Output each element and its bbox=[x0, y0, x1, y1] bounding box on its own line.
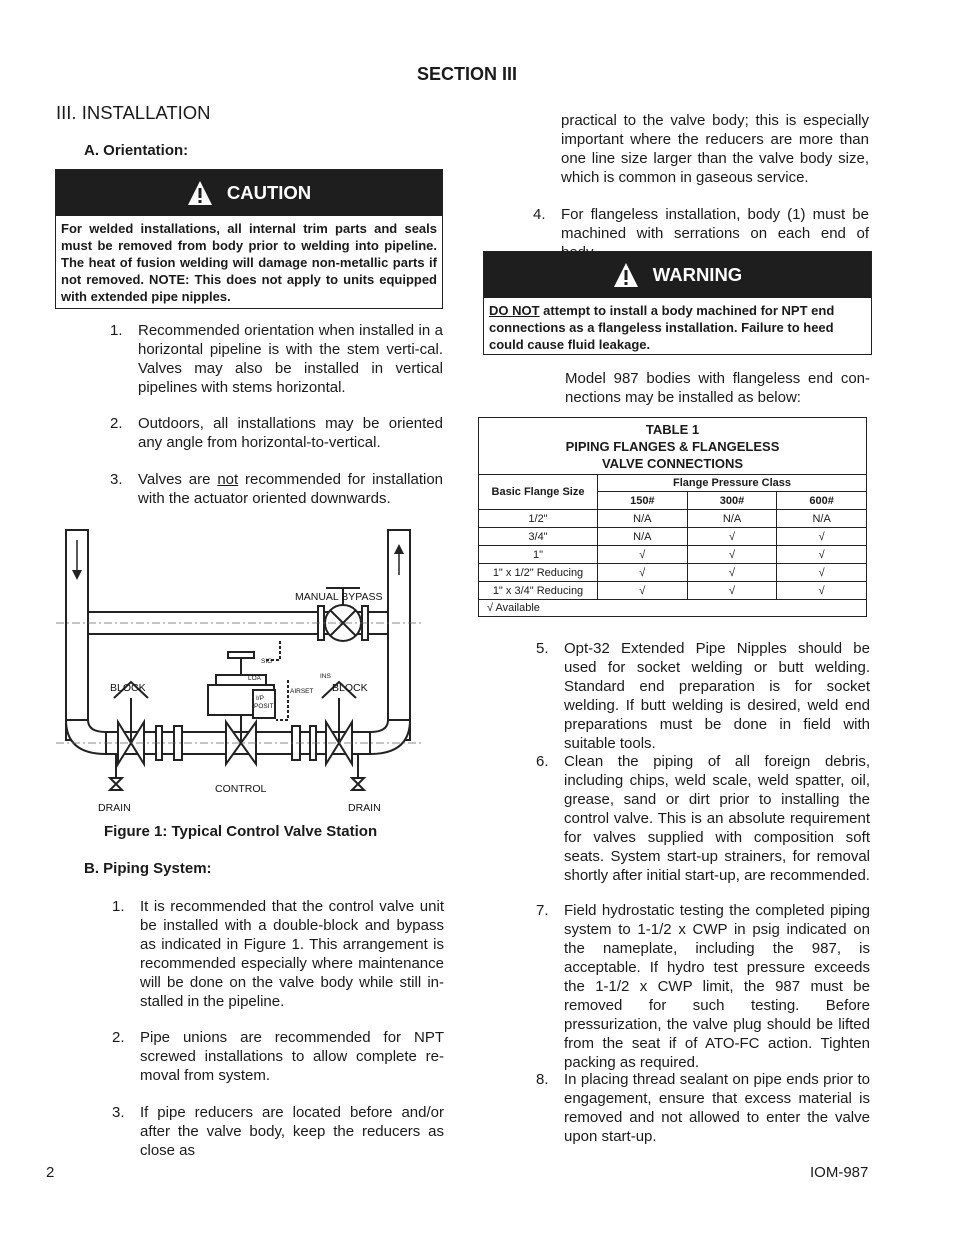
table-group-head: Flange Pressure Class bbox=[598, 475, 867, 492]
list-item: 2. Outdoors, all installations may be oriented any angle from horizontal-to-vertical. bbox=[110, 415, 443, 451]
list-item: 3. Valves are not recommended for installation with the actuator oriented downwards. bbox=[110, 471, 443, 507]
label-loa: LOA bbox=[248, 675, 262, 682]
continued-text: practical to the valve body; this is especially important where the reducers are more than one line size larger than the valve body size, which is common in gaseous service. bbox=[561, 112, 869, 186]
warning-triangle-icon bbox=[613, 262, 639, 288]
list-item: 1. It is recommended that the control valve unit be installed with a double-block and bypass as indicated in Figure 1. This arrangement is recommended especially where maintenance will be done on the valve body while still in-stalled in the pipeline. bbox=[112, 898, 444, 1010]
control-valve-station-figure bbox=[56, 520, 426, 816]
table-row: 1" x 1/2" Reducing √ √ √ bbox=[479, 564, 867, 582]
label-drain-left: DRAIN bbox=[98, 802, 131, 814]
warning-triangle-icon bbox=[187, 180, 213, 206]
label-airset: AIRSET bbox=[290, 688, 314, 695]
list-item: 4. For flangeless installation, body (1) must be machined with serrations on each end of bbox=[533, 206, 869, 242]
table-title-2: PIPING FLANGES & FLANGELESS bbox=[565, 438, 780, 454]
table-col-head: Basic Flange Size bbox=[479, 475, 598, 510]
model-text: Model 987 bodies with flangeless end con-nections may be installed as below: bbox=[565, 370, 870, 406]
caution-text: For welded installations, all internal trim parts and seals must be removed from body prior to welding into pipeline. The heat of fusion welding will damage non-metallic parts if not removed. NOTE: This does not apply to units equipped with extended pipe nipples. bbox=[61, 221, 437, 304]
warning-box bbox=[483, 251, 872, 355]
table-row: 1" x 3/4" Reducing √ √ √ bbox=[479, 582, 867, 600]
subheading-piping-system: B. Piping System: bbox=[84, 860, 212, 877]
subheading-orientation: A. Orientation: bbox=[84, 142, 189, 159]
list-item: 8. In placing thread sealant on pipe ends prior to engagement, ensure that excess material is removed and not allowed to enter the valve upon start-up. bbox=[536, 1071, 870, 1145]
table-class-head: 150# bbox=[598, 492, 688, 510]
table-footnote: √ Available bbox=[479, 600, 867, 617]
caution-header bbox=[56, 170, 442, 216]
table-title-3: VALVE CONNECTIONS bbox=[601, 455, 744, 471]
list-item: 3. If pipe reducers are located before and/or after the valve body, keep the reducers as close as bbox=[112, 1104, 444, 1159]
page-number: 2 bbox=[46, 1164, 55, 1181]
section-title: SECTION III bbox=[416, 64, 517, 84]
table-class-head: 600# bbox=[777, 492, 867, 510]
warning-title: WARNING bbox=[652, 264, 743, 285]
label-manual-bypass: MANUAL BYPASS bbox=[295, 591, 383, 603]
warning-header bbox=[484, 252, 871, 298]
table-class-head: 300# bbox=[687, 492, 777, 510]
label-ip: I/P bbox=[256, 695, 264, 702]
table-row: 1/2" N/A N/A N/A bbox=[479, 510, 867, 528]
flange-table bbox=[478, 417, 867, 617]
caution-box bbox=[55, 169, 443, 309]
table-row: 3/4" N/A √ √ bbox=[479, 528, 867, 546]
warning-text: DO NOT attempt to install a body machined for NPT end connections as a flangeless installation. Failure to heed could cause fluid leakage. bbox=[489, 303, 835, 352]
table-row: 1" √ √ √ bbox=[479, 546, 867, 564]
list-item: 5. Opt-32 Extended Pipe Nipples should be used for socket welding or butt welding. Standard end preparation is for socket welding. If butt welding is desired, weld end preparations must be done in field with suitable tools. bbox=[536, 640, 870, 752]
label-drain-right: DRAIN bbox=[348, 802, 381, 814]
figure-caption: Figure 1: Typical Control Valve Station bbox=[104, 823, 378, 840]
list-item: 7. Field hydrostatic testing the completed piping system to 1-1/2 x CWP in psig indicated on the nameplate, including the 987, is acceptable. If hydro test pressure exceeds the 1-1/2 x CWP limit, the 987 must be removed for such testing. Before pressurization, the valve plug should be lifted from the seat if of ATO-FC action. Tighten packing as required. bbox=[536, 902, 870, 1071]
table-title-1: TABLE 1 bbox=[645, 421, 700, 437]
label-posit: POSIT bbox=[254, 703, 274, 710]
list-item: 2. Pipe unions are recommended for NPT screwed installations to allow complete re-moval from system. bbox=[112, 1029, 444, 1084]
label-block-right: BLOCK bbox=[332, 682, 368, 694]
page-heading: III. INSTALLATION bbox=[56, 102, 211, 123]
list-item: 1. Recommended orientation when installed in a horizontal pipeline is with the stem verti-cal. Valves may also be installed in vertical pipelines with stems horizontal. bbox=[110, 322, 443, 396]
document-id: IOM-987 bbox=[810, 1164, 869, 1181]
label-control: CONTROL bbox=[215, 783, 267, 795]
list-item: 6. Clean the piping of all foreign debris, including chips, weld scale, weld spatter, oil, grease, sand or dirt prior to installing the control valve. This is an absolute requirement for valves supplied with composition soft seats. System start-up strainers, for removal shortly after initial start-up, are recommended. bbox=[536, 753, 870, 884]
label-block-left: BLOCK bbox=[110, 682, 146, 694]
label-ins: INS bbox=[320, 673, 331, 680]
label-sig: SIG bbox=[261, 658, 273, 665]
caution-title: CAUTION bbox=[226, 182, 312, 203]
